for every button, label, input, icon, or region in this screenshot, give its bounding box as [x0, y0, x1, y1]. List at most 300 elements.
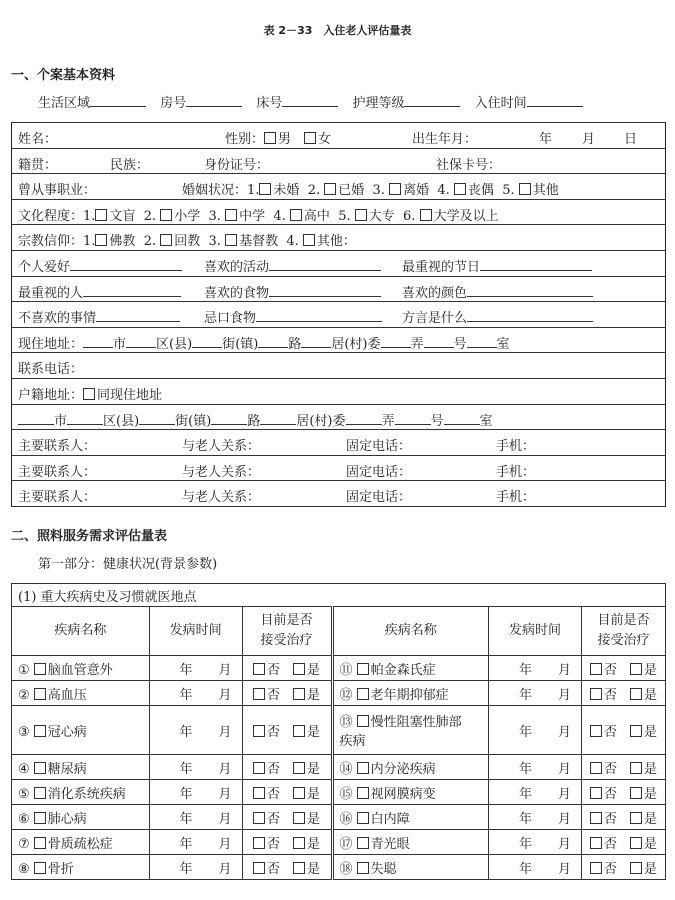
- name-label: 姓名：: [18, 132, 58, 147]
- onset-time-cell[interactable]: [149, 681, 242, 706]
- disease-checkbox[interactable]: [34, 688, 46, 700]
- yes-checkbox[interactable]: [630, 837, 642, 849]
- yes-checkbox[interactable]: [293, 663, 305, 675]
- religion-other-checkbox[interactable]: [303, 234, 315, 246]
- mobile-label: 手机：: [496, 490, 536, 506]
- part1-title: 第一部分：健康状况(背景参数): [38, 557, 218, 572]
- treatment-cell: [582, 755, 666, 780]
- avoid-label: 忌口食物: [204, 311, 257, 327]
- onset-time-cell[interactable]: [489, 681, 582, 706]
- bed-field[interactable]: [282, 94, 338, 107]
- opt-label: 离婚: [403, 183, 430, 199]
- disease-name-cell: [12, 706, 150, 755]
- treatment-cell: [242, 706, 332, 755]
- year-unit: 年: [518, 786, 532, 802]
- disease-name: 老年期抑郁症: [370, 687, 449, 703]
- no-checkbox[interactable]: [590, 663, 602, 675]
- birth-label: 出生年月：: [412, 132, 478, 147]
- checkin-label: 入住时间: [474, 96, 527, 111]
- addr-blank[interactable]: [424, 335, 454, 348]
- month-unit: 月: [218, 811, 232, 827]
- marital-divorced-checkbox[interactable]: [389, 183, 401, 195]
- month-unit: 月: [218, 761, 232, 777]
- no-label: 否: [603, 786, 617, 802]
- opt-label: 回教: [174, 234, 201, 250]
- addr-blank[interactable]: [83, 335, 113, 348]
- female-label: 女: [318, 132, 332, 147]
- disease-caption: (1) 重大疾病史及习惯就医地点: [12, 584, 666, 607]
- disease-name: 肺心病: [47, 811, 87, 827]
- mobile-label: 手机：: [496, 464, 536, 480]
- onset-time-cell[interactable]: [149, 855, 242, 880]
- food-field[interactable]: [269, 284, 381, 297]
- col-treatment: [242, 607, 332, 656]
- edu-row: [12, 199, 666, 225]
- contact-row: [12, 481, 666, 507]
- hukou-label: 户籍地址：: [18, 387, 84, 403]
- religion-christian-checkbox[interactable]: [225, 234, 237, 246]
- disease-checkbox[interactable]: [357, 688, 369, 700]
- yes-label: 是: [307, 724, 321, 740]
- col-disease-name: 疾病名称: [332, 607, 489, 656]
- disease-checkbox[interactable]: [357, 837, 369, 849]
- addr-part: 街(镇): [175, 413, 212, 429]
- color-label: 喜欢的颜色: [402, 285, 468, 301]
- col-onset-time: 发病时间: [149, 607, 242, 656]
- disease-name-cell: [12, 755, 150, 780]
- disease-checkbox[interactable]: [34, 787, 46, 799]
- addr-part: 居(村)委: [331, 336, 381, 352]
- activity-label: 喜欢的活动: [204, 259, 270, 275]
- religion-buddhism-checkbox[interactable]: [95, 234, 107, 246]
- no-label: 否: [603, 836, 617, 852]
- year-unit: 年: [179, 786, 193, 802]
- job-label: 曾从事职业：: [18, 183, 97, 199]
- onset-time-cell[interactable]: [489, 780, 582, 805]
- yes-checkbox[interactable]: [630, 812, 642, 824]
- disease-checkbox[interactable]: [357, 762, 369, 774]
- addr-part: 路: [247, 413, 261, 429]
- onset-time-cell[interactable]: [149, 780, 242, 805]
- addr-blank[interactable]: [467, 335, 497, 348]
- disease-number: ⑪: [339, 662, 353, 678]
- no-label: 否: [603, 724, 617, 740]
- yes-label: 是: [644, 724, 658, 740]
- disease-name: 糖尿病: [47, 761, 87, 777]
- name-row: [12, 123, 666, 149]
- person-field[interactable]: [83, 284, 181, 297]
- addr-part: 室: [479, 413, 493, 429]
- hobby-field[interactable]: [70, 258, 182, 271]
- activity-field[interactable]: [269, 258, 381, 271]
- no-checkbox[interactable]: [590, 862, 602, 874]
- year-unit: 年: [518, 724, 532, 740]
- opt-label: 小学: [174, 208, 201, 224]
- contact-label: 主要联系人：: [18, 439, 97, 455]
- person-row: [12, 276, 666, 302]
- no-checkbox[interactable]: [253, 862, 265, 874]
- edu-high-checkbox[interactable]: [290, 209, 302, 221]
- care-level-label: 护理等级: [352, 96, 405, 111]
- yes-label: 是: [644, 861, 658, 877]
- disease-number: ⑭: [339, 761, 353, 777]
- treatment-cell: [242, 755, 332, 780]
- addr-blank[interactable]: [192, 335, 222, 348]
- onset-time-cell[interactable]: [489, 755, 582, 780]
- disease-checkbox[interactable]: [34, 762, 46, 774]
- dislike-field[interactable]: [96, 309, 180, 322]
- care-level-field[interactable]: [404, 94, 460, 107]
- festival-field[interactable]: [480, 258, 592, 271]
- area-field[interactable]: [90, 94, 146, 107]
- addr-part: 室: [496, 336, 510, 352]
- landline-label: 固定电话：: [346, 490, 412, 506]
- yes-checkbox[interactable]: [293, 725, 305, 737]
- disease-name: 消化系统疾病: [47, 786, 126, 802]
- female-checkbox[interactable]: [304, 132, 316, 144]
- opt-label: 大学及以上: [433, 208, 499, 224]
- yes-checkbox[interactable]: [630, 787, 642, 799]
- section1-title: 一、个案基本资料: [11, 68, 116, 83]
- no-checkbox[interactable]: [253, 725, 265, 737]
- addr-part: 居(村)委: [296, 413, 346, 429]
- disease-name: 脑血管意外: [47, 662, 113, 678]
- treatment-cell: [242, 681, 332, 706]
- month-unit: 月: [557, 761, 571, 777]
- yes-checkbox[interactable]: [293, 688, 305, 700]
- onset-time-cell[interactable]: [149, 755, 242, 780]
- yes-label: 是: [644, 836, 658, 852]
- disease-checkbox[interactable]: [34, 725, 46, 737]
- col-onset-time: 发病时间: [489, 607, 582, 656]
- yes-label: 是: [307, 761, 321, 777]
- no-label: 否: [267, 836, 281, 852]
- yes-label: 是: [307, 687, 321, 703]
- addr-part: 区(县): [156, 336, 193, 352]
- opt-num: 3.: [372, 183, 385, 199]
- disease-number: ⑬: [339, 715, 353, 730]
- no-label: 否: [603, 687, 617, 703]
- disease-name-cell: [12, 830, 150, 855]
- yes-checkbox[interactable]: [630, 688, 642, 700]
- landline-label: 固定电话：: [346, 439, 412, 455]
- no-label: 否: [267, 687, 281, 703]
- opt-label: 大专: [368, 208, 395, 224]
- disease-name-cell: [332, 830, 489, 855]
- disease-number: ⑤: [18, 786, 30, 802]
- section2-title: 二、照料服务需求评估量表: [11, 529, 168, 544]
- onset-time-cell[interactable]: [489, 706, 582, 755]
- no-label: 否: [267, 761, 281, 777]
- no-checkbox[interactable]: [253, 663, 265, 675]
- yes-checkbox[interactable]: [293, 787, 305, 799]
- disease-name-cell: [332, 706, 489, 755]
- month-unit: 月: [557, 836, 571, 852]
- color-field[interactable]: [467, 284, 593, 297]
- disease-name-cell: [332, 805, 489, 830]
- disease-checkbox[interactable]: [357, 715, 369, 727]
- onset-time-cell[interactable]: [489, 830, 582, 855]
- male-label: 男: [278, 132, 292, 147]
- disease-name: 骨折: [47, 861, 74, 877]
- opt-num: 6.: [403, 208, 416, 224]
- addr-part: 区(县): [103, 413, 140, 429]
- yes-label: 是: [644, 786, 658, 802]
- same-address-checkbox[interactable]: [83, 388, 95, 400]
- treatment-cell: [242, 855, 332, 880]
- checkin-field[interactable]: [527, 94, 583, 107]
- disease-name: 高血压: [47, 687, 87, 703]
- landline-label: 固定电话：: [346, 464, 412, 480]
- year-unit: 年: [518, 836, 532, 852]
- dislike-label: 不喜欢的事情: [18, 311, 97, 327]
- onset-time-cell[interactable]: [149, 706, 242, 755]
- yes-checkbox[interactable]: [293, 862, 305, 874]
- disease-row: [12, 706, 666, 755]
- onset-time-cell[interactable]: [489, 805, 582, 830]
- religion-row: [12, 225, 666, 251]
- addr-blank[interactable]: [211, 412, 247, 425]
- onset-time-cell[interactable]: [489, 855, 582, 880]
- month-unit: 月: [557, 662, 571, 678]
- treatment-cell: [242, 805, 332, 830]
- yes-checkbox[interactable]: [293, 812, 305, 824]
- basic-info-table: [11, 122, 666, 507]
- disease-row: [12, 830, 666, 855]
- yes-checkbox[interactable]: [630, 725, 642, 737]
- opt-num: 1.: [83, 208, 96, 224]
- area-label: 生活区域: [38, 96, 91, 111]
- addr-part: 弄: [410, 336, 424, 352]
- month-unit: 月: [218, 861, 232, 877]
- opt-label: 高中: [303, 208, 330, 224]
- onset-time-cell[interactable]: [489, 656, 582, 681]
- disease-name: 慢性阻塞性肺部: [370, 715, 462, 730]
- addr-blank[interactable]: [258, 335, 288, 348]
- disease-name-cell: [12, 805, 150, 830]
- no-label: 否: [267, 724, 281, 740]
- edu-primary-checkbox[interactable]: [160, 209, 172, 221]
- addr-blank[interactable]: [126, 335, 156, 348]
- disease-name: 内分泌疾病: [370, 761, 436, 777]
- yes-checkbox[interactable]: [630, 663, 642, 675]
- yes-label: 是: [307, 786, 321, 802]
- treatment-cell: [242, 830, 332, 855]
- treatment-cell: [582, 706, 666, 755]
- addr-part: 街(镇): [222, 336, 259, 352]
- addr-blank[interactable]: [139, 412, 175, 425]
- yes-label: 是: [307, 836, 321, 852]
- disease-checkbox[interactable]: [34, 837, 46, 849]
- hobby-row: [12, 250, 666, 276]
- contact-label: 主要联系人：: [18, 464, 97, 480]
- addr-part: 路: [288, 336, 302, 352]
- food-label: 喜欢的食物: [204, 285, 270, 301]
- native-row: [12, 148, 666, 174]
- yes-checkbox[interactable]: [293, 762, 305, 774]
- avoid-field[interactable]: [256, 309, 382, 322]
- no-checkbox[interactable]: [253, 688, 265, 700]
- addr-blank[interactable]: [346, 412, 382, 425]
- contact-row: [12, 430, 666, 456]
- opt-label: 文盲: [109, 208, 136, 224]
- dialect-label: 方言是什么: [402, 311, 468, 327]
- marital-married-checkbox[interactable]: [324, 183, 336, 195]
- no-checkbox[interactable]: [253, 837, 265, 849]
- disease-checkbox[interactable]: [357, 663, 369, 675]
- opt-label: 其他: [532, 183, 559, 199]
- disease-checkbox[interactable]: [34, 862, 46, 874]
- opt-label: 已婚: [338, 183, 365, 199]
- addr-blank[interactable]: [444, 412, 480, 425]
- no-checkbox[interactable]: [590, 837, 602, 849]
- room-label: 房号: [160, 96, 187, 111]
- no-checkbox[interactable]: [590, 762, 602, 774]
- addr-blank[interactable]: [395, 412, 431, 425]
- disease-number: ⑱: [339, 861, 353, 877]
- form-title: 表 2－33 入住老人评估量表: [263, 24, 412, 37]
- job-row: [12, 174, 666, 200]
- month-unit: 月: [557, 786, 571, 802]
- basic-row: [38, 92, 593, 111]
- year-unit: 年: [179, 836, 193, 852]
- religion-label: 宗教信仰：: [18, 234, 84, 250]
- treat-line1: 目前是否: [597, 613, 650, 628]
- addr-blank[interactable]: [381, 335, 411, 348]
- yes-label: 是: [644, 687, 658, 703]
- treatment-cell: [242, 780, 332, 805]
- disease-checkbox[interactable]: [357, 862, 369, 874]
- opt-label: 中学: [239, 208, 266, 224]
- month-unit: 月: [218, 836, 232, 852]
- no-checkbox[interactable]: [590, 787, 602, 799]
- disease-checkbox[interactable]: [34, 663, 46, 675]
- marital-unmarried-checkbox[interactable]: [259, 183, 271, 195]
- edu-college-checkbox[interactable]: [355, 209, 367, 221]
- year-unit: 年: [518, 662, 532, 678]
- birth-year: 年: [539, 132, 553, 147]
- addr-blank[interactable]: [301, 335, 331, 348]
- opt-num: 4.: [286, 234, 299, 250]
- disease-checkbox[interactable]: [357, 787, 369, 799]
- onset-time-cell[interactable]: [149, 656, 242, 681]
- disease-name: 失聪: [370, 861, 397, 877]
- yes-label: 是: [307, 811, 321, 827]
- opt-label: 基督教: [239, 234, 279, 250]
- disease-name-cell: [332, 656, 489, 681]
- same-address-label: 同现住地址: [97, 387, 163, 403]
- yes-label: 是: [644, 662, 658, 678]
- addr-blank[interactable]: [18, 412, 54, 425]
- disease-checkbox[interactable]: [357, 812, 369, 824]
- disease-checkbox[interactable]: [34, 812, 46, 824]
- year-unit: 年: [179, 724, 193, 740]
- yes-checkbox[interactable]: [630, 762, 642, 774]
- social-label: 社保卡号：: [436, 157, 502, 173]
- disease-name-cell: [332, 681, 489, 706]
- yes-checkbox[interactable]: [630, 862, 642, 874]
- no-checkbox[interactable]: [253, 762, 265, 774]
- no-checkbox[interactable]: [253, 787, 265, 799]
- no-checkbox[interactable]: [253, 812, 265, 824]
- yes-checkbox[interactable]: [293, 837, 305, 849]
- relation-label: 与老人关系：: [182, 490, 261, 506]
- disease-number: ⑦: [18, 836, 30, 852]
- treat-line2: 接受治疗: [597, 633, 650, 648]
- disease-row: [12, 805, 666, 830]
- marital-widowed-checkbox[interactable]: [454, 183, 466, 195]
- addr-blank[interactable]: [260, 412, 296, 425]
- opt-num: 4.: [273, 208, 286, 224]
- disease-name-cell: [332, 755, 489, 780]
- room-field[interactable]: [186, 94, 242, 107]
- disease-number: ③: [18, 724, 30, 740]
- yes-label: 是: [307, 662, 321, 678]
- male-checkbox[interactable]: [264, 132, 276, 144]
- opt-label: 佛教: [109, 234, 136, 250]
- disease-number: ⑥: [18, 811, 30, 827]
- contact-label: 主要联系人：: [18, 490, 97, 506]
- disease-row: [12, 780, 666, 805]
- month-unit: 月: [557, 687, 571, 703]
- addr-blank[interactable]: [67, 412, 103, 425]
- year-unit: 年: [179, 687, 193, 703]
- onset-time-cell[interactable]: [149, 805, 242, 830]
- opt-num: 2.: [143, 208, 157, 224]
- edu-university-checkbox[interactable]: [420, 209, 432, 221]
- col-disease-name: 疾病名称: [12, 607, 150, 656]
- no-checkbox[interactable]: [590, 812, 602, 824]
- disease-number: ⑯: [339, 811, 353, 827]
- marital-other-checkbox[interactable]: [519, 183, 531, 195]
- bed-label: 床号: [256, 96, 283, 111]
- no-checkbox[interactable]: [590, 725, 602, 737]
- opt-num: 2.: [143, 234, 157, 250]
- phone-row: [12, 353, 666, 379]
- onset-time-cell[interactable]: [149, 830, 242, 855]
- edu-middle-checkbox[interactable]: [225, 209, 237, 221]
- disease-name: 白内障: [370, 811, 410, 827]
- opt-num: 4.: [437, 183, 450, 199]
- disease-row: [12, 656, 666, 681]
- id-label: 身份证号：: [204, 157, 270, 173]
- relation-label: 与老人关系：: [182, 464, 261, 480]
- opt-label: 其他：: [316, 234, 356, 250]
- addr-part: 号: [430, 413, 444, 429]
- opt-num: 5.: [338, 208, 351, 224]
- disease-name-cell: [12, 855, 150, 880]
- disease-name-cell: [332, 780, 489, 805]
- no-label: 否: [603, 861, 617, 877]
- religion-islam-checkbox[interactable]: [160, 234, 172, 246]
- hukou-row: [12, 378, 666, 404]
- birth-day: 日: [624, 132, 638, 147]
- opt-num: 3.: [208, 234, 221, 250]
- opt-num: 5.: [502, 183, 515, 199]
- year-unit: 年: [518, 687, 532, 703]
- no-checkbox[interactable]: [590, 688, 602, 700]
- treatment-cell: [582, 681, 666, 706]
- month-unit: 月: [557, 861, 571, 877]
- dialect-field[interactable]: [467, 309, 593, 322]
- no-label: 否: [603, 662, 617, 678]
- dislike-row: [12, 302, 666, 328]
- month-unit: 月: [218, 786, 232, 802]
- year-unit: 年: [179, 761, 193, 777]
- treatment-cell: [582, 855, 666, 880]
- edu-illiterate-checkbox[interactable]: [95, 209, 107, 221]
- addr-part: 弄: [381, 413, 395, 429]
